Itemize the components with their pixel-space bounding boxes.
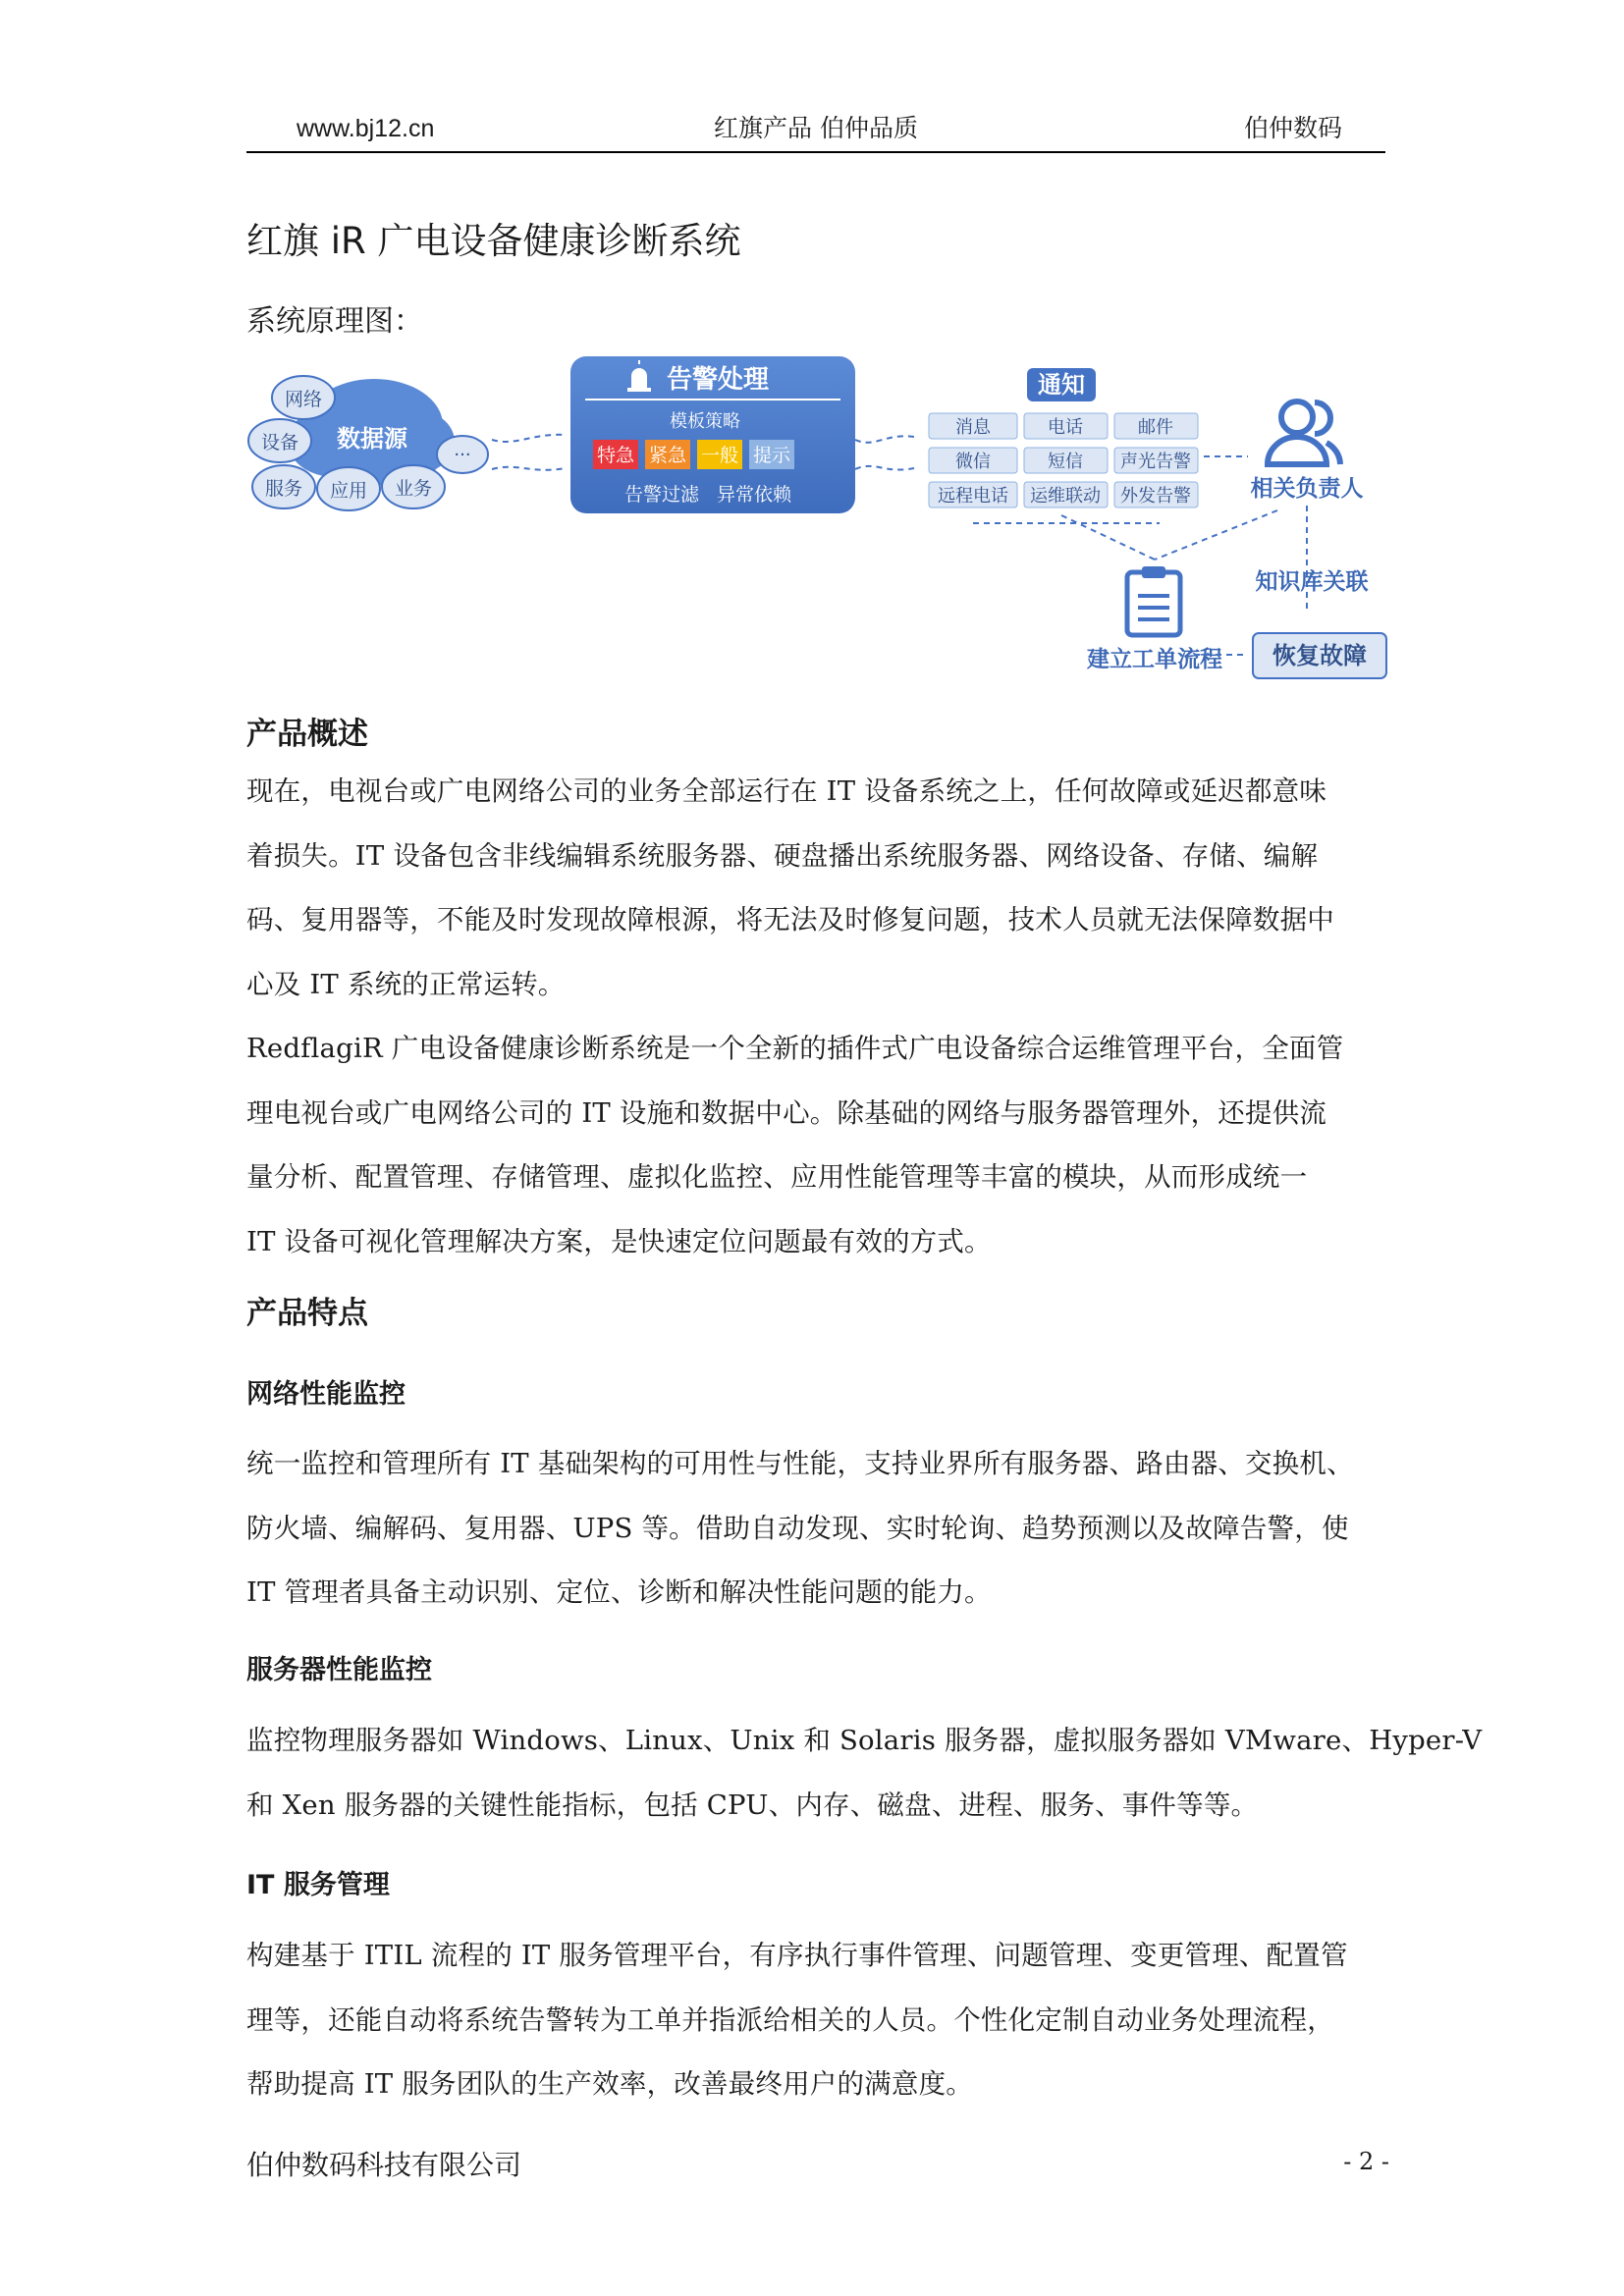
overview-p1-line: 着损失。IT 设备包含非线编辑系统服务器、硬盘播出系统服务器、网络设备、存储、编解 bbox=[246, 839, 1319, 872]
overview-p2-line: IT 设备可视化管理解决方案，是快速定位问题最有效的方式。 bbox=[246, 1225, 992, 1257]
server-paragraph bbox=[246, 1709, 1483, 1838]
alarm-template: 模板策略 bbox=[670, 411, 740, 432]
network-heading: 网络性能监控 bbox=[246, 1379, 406, 1410]
page-header bbox=[246, 106, 1385, 153]
network-paragraph bbox=[246, 1432, 1388, 1626]
knowledge-label: 知识库关联 bbox=[1255, 569, 1369, 595]
overview-p2-line: 量分析、配置管理、存储管理、虚拟化监控、应用性能管理等丰富的模块，从而形成统一 bbox=[246, 1161, 1308, 1193]
channel-sms: 短信 bbox=[1048, 452, 1083, 472]
level-urgent-label: 特急 bbox=[596, 445, 635, 466]
source-bubble-service bbox=[252, 465, 315, 508]
source-network-label: 网络 bbox=[284, 389, 323, 410]
source-service-label: 服务 bbox=[264, 478, 303, 500]
system-diagram bbox=[246, 348, 1390, 692]
source-bubble-more bbox=[437, 436, 488, 473]
footer-company: 伯仲数码科技有限公司 bbox=[246, 2149, 522, 2181]
data-source-cloud bbox=[248, 376, 488, 510]
itsm-line: 帮助提高 IT 服务团队的生产效率，改善最终用户的满意度。 bbox=[246, 2068, 973, 2100]
itsm-heading: IT 服务管理 bbox=[246, 1870, 390, 1900]
source-business-label: 业务 bbox=[394, 478, 433, 500]
notify-channels bbox=[929, 413, 1198, 507]
recover-label: 恢复故障 bbox=[1272, 642, 1367, 669]
features-heading: 产品特点 bbox=[246, 1296, 368, 1331]
alarm-footer: 告警过滤 异常依赖 bbox=[623, 484, 792, 506]
page-title: 红旗 iR 广电设备健康诊断系统 bbox=[246, 220, 741, 262]
channel-message: 消息 bbox=[955, 417, 991, 438]
overview-p1-line: 现在，电视台或广电网络公司的业务全部运行在 IT 设备系统之上，任何故障或延迟都意味 bbox=[246, 775, 1327, 807]
overview-p2-line: 理电视台或广电网络公司的 IT 设施和数据中心。除基础的网络与服务器管理外，还提供流 bbox=[246, 1096, 1327, 1129]
channel-email: 邮件 bbox=[1138, 417, 1173, 438]
level-hint-label: 提示 bbox=[752, 445, 791, 466]
level-critical-label: 紧急 bbox=[648, 445, 687, 466]
overview-p1-line: 心及 IT 系统的正常运转。 bbox=[246, 968, 566, 1000]
network-line: IT 管理者具备主动识别、定位、诊断和解决性能问题的能力。 bbox=[246, 1576, 992, 1608]
channel-wechat: 微信 bbox=[955, 452, 991, 472]
person-block bbox=[1251, 401, 1364, 502]
users-icon bbox=[1268, 401, 1340, 464]
channel-external-alarm: 外发告警 bbox=[1120, 486, 1191, 507]
source-bubble-business bbox=[382, 465, 445, 508]
workflow-label: 建立工单流程 bbox=[1087, 647, 1222, 672]
overview-heading: 产品概述 bbox=[246, 717, 368, 752]
diagram-label: 系统原理图： bbox=[246, 304, 423, 339]
person-label: 相关负责人 bbox=[1250, 476, 1364, 502]
source-device-label: 设备 bbox=[260, 432, 299, 454]
header-site: www.bj12.cn bbox=[297, 115, 435, 142]
channel-phone: 电话 bbox=[1048, 417, 1083, 438]
header-brand: 伯仲数码 bbox=[1243, 114, 1342, 142]
overview-p1-line: 码、复用器等，不能及时发现故障根源，将无法及时修复问题，技术人员就无法保障数据中 bbox=[246, 904, 1334, 935]
notify-title: 通知 bbox=[1038, 371, 1085, 399]
source-bubble-app bbox=[317, 467, 380, 510]
overview-paragraph-2 bbox=[246, 1017, 1388, 1274]
level-normal-label: 一般 bbox=[700, 445, 739, 466]
notify-block bbox=[929, 368, 1198, 507]
server-line: 和 Xen 服务器的关键性能指标，包括 CPU、内存、磁盘、进程、服务、事件等等。 bbox=[246, 1789, 1259, 1821]
alarm-box bbox=[570, 356, 855, 513]
itsm-line: 理等，还能自动将系统告警转为工单并指派给相关的人员。个性化定制自动业务处理流程， bbox=[246, 2003, 1334, 2036]
source-more-label: ··· bbox=[454, 445, 471, 465]
overview-p2-line: RedflagiR 广电设备健康诊断系统是一个全新的插件式广电设备综合运维管理平台，全面管 bbox=[246, 1033, 1344, 1064]
itsm-line: 构建基于 ITIL 流程的 IT 服务管理平台，有序执行事件管理、问题管理、变更管理、配置管 bbox=[246, 1940, 1348, 1971]
itsm-paragraph bbox=[246, 1924, 1388, 2117]
source-bubble-network bbox=[272, 376, 335, 419]
overview-paragraph-1 bbox=[246, 760, 1388, 1017]
network-line: 防火墙、编解码、复用器、UPS 等。借助自动发现、实时轮询、趋势预测以及故障告警，使 bbox=[246, 1512, 1349, 1544]
data-source-title: 数据源 bbox=[337, 425, 407, 453]
flow-block bbox=[1061, 506, 1386, 678]
source-app-label: 应用 bbox=[329, 480, 368, 502]
clipboard-icon bbox=[1127, 566, 1180, 635]
network-line: 统一监控和管理所有 IT 基础架构的可用性与性能，支持业界所有服务器、路由器、交换机、 bbox=[246, 1448, 1354, 1479]
alarm-title: 告警处理 bbox=[666, 365, 770, 395]
footer-page-number: - 2 - bbox=[1343, 2148, 1389, 2175]
server-line: 监控物理服务器如 Windows、Linux、Unix 和 Solaris 服务器，虚拟服务器如 VMware、Hyper-V bbox=[246, 1725, 1483, 1756]
server-heading: 服务器性能监控 bbox=[246, 1655, 432, 1685]
source-bubble-device bbox=[248, 419, 311, 462]
header-slogan: 红旗产品 伯仲品质 bbox=[714, 114, 918, 142]
channel-remote-call: 远程电话 bbox=[938, 486, 1008, 507]
channel-alarm-light: 声光告警 bbox=[1120, 452, 1191, 472]
channel-ops-link: 运维联动 bbox=[1030, 486, 1101, 507]
